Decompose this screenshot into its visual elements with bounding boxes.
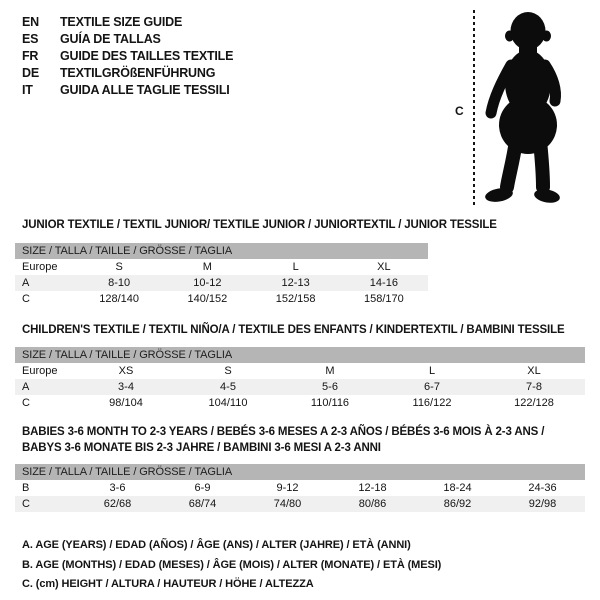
guide-title-en: TEXTILE SIZE GUIDE xyxy=(60,14,183,29)
babies-table-title-line2: BABYS 3-6 MONATE BIS 2-3 JAHRE / BAMBINI 3-6 MESI A 2-3 ANNI xyxy=(22,442,381,454)
size-row-months xyxy=(15,480,585,496)
size-cell: 8-10 xyxy=(108,277,131,289)
size-cell: 10-12 xyxy=(193,277,222,289)
language-row-fr xyxy=(22,47,233,64)
size-row-height xyxy=(15,291,428,307)
babies-table-title-line1: BABIES 3-6 MONTH TO 2-3 YEARS / BEBÉS 3-6 MESES A 2-3 AÑOS / BÉBÉS 3-6 MOIS À 2-3 ANS / xyxy=(22,426,545,438)
babies-table-title xyxy=(22,424,544,456)
size-cell: 14-16 xyxy=(369,277,398,289)
language-code: EN xyxy=(22,14,39,29)
size-cell: 6-7 xyxy=(424,381,440,393)
size-row-europe xyxy=(15,363,585,379)
row-label: A xyxy=(22,277,30,289)
size-cell: 74/80 xyxy=(273,498,302,510)
language-code: DE xyxy=(22,65,39,80)
row-label: Europe xyxy=(22,261,58,273)
language-title-block xyxy=(22,13,233,98)
children-size-table xyxy=(15,347,585,411)
size-cell: 110/116 xyxy=(310,397,350,409)
size-cell: S xyxy=(224,365,232,377)
language-code: IT xyxy=(22,82,33,97)
size-cell: L xyxy=(292,261,299,273)
row-label: Europe xyxy=(22,365,58,377)
size-header-band: SIZE / TALLA / TAILLE / GRÖSSE / TAGLIA xyxy=(15,347,585,363)
size-cell: 3-6 xyxy=(109,482,126,494)
language-row-de xyxy=(22,64,233,81)
row-label: C xyxy=(22,293,30,305)
size-cell: 12-13 xyxy=(281,277,310,289)
size-header-band: SIZE / TALLA / TAILLE / GRÖSSE / TAGLIA xyxy=(15,464,585,480)
size-cell: 128/140 xyxy=(99,293,139,305)
children-table-title: CHILDREN'S TEXTILE / TEXTIL NIÑO/A / TEXTILE DES ENFANTS / KINDERTEXTIL / BAMBINI TESSILE xyxy=(22,324,565,336)
footnote-height-cm: C. (cm) HEIGHT / ALTURA / HAUTEUR / HÖHE / ALTEZZA xyxy=(22,578,314,590)
height-measure-dotted-line xyxy=(473,10,475,207)
junior-table-title: JUNIOR TEXTILE / TEXTIL JUNIOR/ TEXTILE JUNIOR / JUNIORTEXTIL / JUNIOR TESSILE xyxy=(22,219,497,231)
size-cell: 98/104 xyxy=(109,397,143,409)
size-row-height xyxy=(15,395,585,411)
size-row-age xyxy=(15,379,585,395)
measure-footnotes xyxy=(22,536,441,595)
size-cell: M xyxy=(202,261,212,273)
size-cell: 7-8 xyxy=(526,381,542,393)
size-cell: XL xyxy=(377,261,391,273)
guide-title-it: GUIDA ALLE TAGLIE TESSILI xyxy=(60,82,230,97)
height-measure-label: C xyxy=(455,104,464,118)
footnote-age-years: A. AGE (YEARS) / EDAD (AÑOS) / ÂGE (ANS) / ALTER (JAHRE) / ETÀ (ANNI) xyxy=(22,539,411,551)
size-cell: XL xyxy=(527,365,541,377)
size-cell: 5-6 xyxy=(322,381,338,393)
size-cell: 9-12 xyxy=(276,482,299,494)
toddler-silhouette xyxy=(482,9,570,207)
size-row-height xyxy=(15,496,585,512)
size-cell: M xyxy=(325,365,335,377)
size-cell: 116/122 xyxy=(412,397,452,409)
guide-title-es: GUÍA DE TALLAS xyxy=(60,31,161,46)
size-cell: 122/128 xyxy=(514,397,554,409)
language-row-en xyxy=(22,13,233,30)
size-cell: 68/74 xyxy=(188,498,217,510)
guide-title-de: TEXTILGRÖßENFÜHRUNG xyxy=(60,65,216,80)
size-cell: 80/86 xyxy=(358,498,387,510)
size-cell: S xyxy=(115,261,123,273)
junior-size-table xyxy=(15,243,428,307)
size-cell: 18-24 xyxy=(443,482,472,494)
language-code: ES xyxy=(22,31,39,46)
babies-size-table xyxy=(15,464,585,512)
size-cell: 24-36 xyxy=(528,482,557,494)
size-cell: 152/158 xyxy=(275,293,316,305)
size-cell: 12-18 xyxy=(358,482,387,494)
row-label: C xyxy=(22,397,30,409)
size-cell: 62/68 xyxy=(103,498,132,510)
row-label: C xyxy=(22,498,30,510)
size-cell: 6-9 xyxy=(194,482,211,494)
size-cell: XS xyxy=(118,365,134,377)
size-cell: 4-5 xyxy=(220,381,236,393)
size-cell: L xyxy=(428,365,436,377)
size-cell: 140/152 xyxy=(187,293,228,305)
size-cell: 86/92 xyxy=(443,498,472,510)
language-row-es xyxy=(22,30,233,47)
row-label: B xyxy=(22,482,30,494)
size-row-europe xyxy=(15,259,428,275)
size-cell: 92/98 xyxy=(528,498,557,510)
size-cell: 3-4 xyxy=(118,381,134,393)
size-header-band: SIZE / TALLA / TAILLE / GRÖSSE / TAGLIA xyxy=(15,243,428,259)
footnote-age-months: B. AGE (MONTHS) / EDAD (MESES) / ÂGE (MOIS) / ALTER (MONATE) / ETÀ (MESI) xyxy=(22,558,442,571)
size-row-age xyxy=(15,275,428,291)
language-row-it xyxy=(22,81,233,98)
row-label: A xyxy=(22,381,30,393)
guide-title-fr: GUIDE DES TAILLES TEXTILE xyxy=(60,48,234,63)
size-cell: 158/170 xyxy=(363,293,404,305)
size-cell: 104/110 xyxy=(208,397,248,409)
language-code: FR xyxy=(22,48,39,63)
